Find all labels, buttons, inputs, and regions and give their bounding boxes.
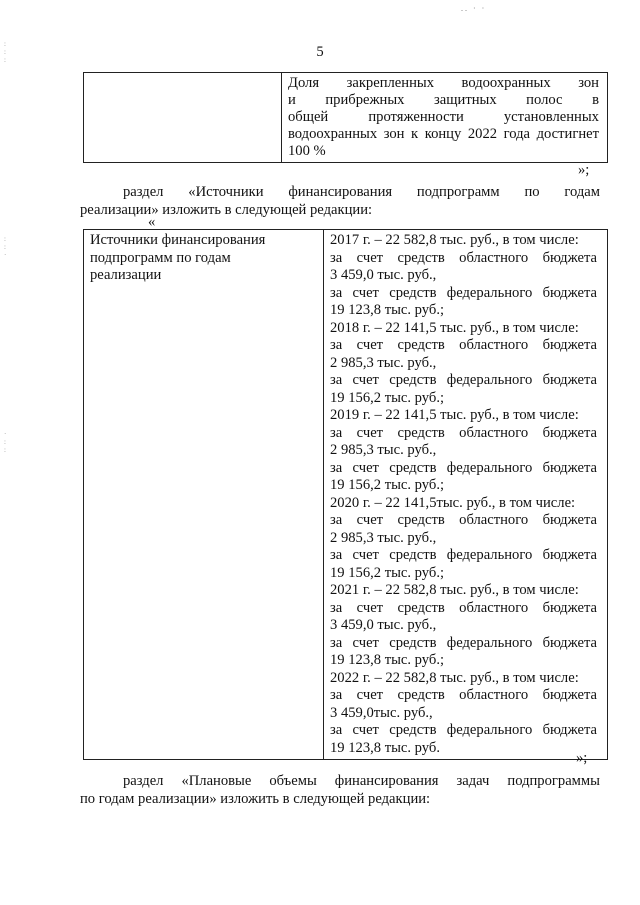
funding-amount-line: 2020 г. – 22 141,5тыс. руб., в том числе:	[330, 494, 576, 511]
funding-amount-line: 2018 г. – 22 141,5 тыс. руб., в том числе:	[330, 319, 579, 336]
word: и	[288, 92, 296, 108]
funding-amount-line: 2022 г. – 22 582,8 тыс. руб., в том числе:	[330, 669, 579, 686]
word: водоохранных зон к концу 2022 года достигнет	[288, 126, 599, 142]
funding-amount-line: 3 459,0 тыс. руб.,	[330, 267, 437, 283]
table-indicator-cell	[282, 73, 608, 163]
funding-source-line: за счет средств федерального бюджета	[330, 284, 597, 301]
funding-amount-line: 2021 г. – 22 582,8 тыс. руб., в том числе:	[330, 582, 579, 598]
values-text	[330, 232, 597, 757]
word: зон	[578, 75, 599, 91]
table-financing-sources	[83, 229, 608, 760]
word: полос	[526, 92, 563, 108]
word: закрепленных	[346, 75, 434, 91]
indicator-line	[288, 109, 599, 126]
scan-margin-marks: · : :	[4, 430, 7, 454]
funding-amount-line: 19 156,2 тыс. руб.;	[330, 564, 445, 581]
funding-source-line: за счет средств федерального бюджета	[330, 372, 597, 388]
funding-amount-line: 2017 г. – 22 582,8 тыс. руб., в том числе:	[330, 232, 579, 248]
word: прибрежных	[325, 92, 405, 108]
funding-amount-line: 3 459,0 тыс. руб.,	[330, 617, 437, 633]
funding-amount-line: 2 985,3 тыс. руб.,	[330, 354, 437, 371]
word: установленных	[503, 109, 599, 125]
label-line: Источники финансирования	[90, 232, 266, 248]
word: задач	[456, 773, 490, 789]
word: по	[524, 184, 540, 200]
funding-amount-line: 19 123,8 тыс. руб.;	[330, 652, 445, 668]
scan-artifact-dots: .. · ·	[461, 4, 487, 13]
funding-amount-line: 19 123,8 тыс. руб.;	[330, 302, 445, 318]
funding-source-line: за счет средств федерального бюджета	[330, 459, 597, 476]
paragraph-line: по годам реализации» изложить в следующей редакции:	[80, 791, 431, 807]
page-number: 5	[316, 44, 324, 60]
table-label-cell	[84, 230, 324, 760]
word: в	[592, 92, 599, 108]
word: водоохранных	[461, 75, 551, 91]
funding-source-line: за счет средств федерального бюджета	[330, 722, 597, 738]
funding-source-line: за счет средств областного бюджета	[330, 424, 597, 441]
paragraph-line	[80, 183, 600, 201]
word: объемы	[269, 773, 317, 789]
word: раздел	[123, 184, 164, 200]
word: Доля	[288, 75, 320, 91]
opening-quote: «	[148, 214, 156, 230]
word: раздел	[123, 773, 164, 789]
word: годам	[564, 184, 600, 200]
funding-amount-line: 19 123,8 тыс. руб.	[330, 739, 440, 756]
paragraph-line: реализации» изложить в следующей редакции:	[80, 202, 373, 218]
scan-margin-marks: : : :	[4, 40, 6, 64]
funding-amount-line: 19 156,2 тыс. руб.;	[330, 477, 445, 493]
table-empty-cell	[84, 73, 282, 163]
indicator-line	[288, 75, 599, 92]
word: подпрограмм	[416, 184, 500, 200]
funding-source-line: за счет средств федерального бюджета	[330, 547, 597, 563]
funding-amount-line: 19 156,2 тыс. руб.;	[330, 389, 445, 406]
paragraph-sources-intro	[80, 183, 600, 219]
indicator-line	[288, 92, 599, 109]
label-text	[90, 232, 317, 285]
funding-amount-line: 2 985,3 тыс. руб.,	[330, 442, 437, 458]
label-line: подпрограмм по годам	[90, 249, 231, 266]
indicator-text	[288, 75, 599, 160]
word: финансирования	[334, 773, 439, 789]
funding-amount-line: 2019 г. – 22 141,5 тыс. руб., в том числе:	[330, 407, 579, 423]
closing-quote: »;	[578, 162, 590, 178]
word: 100 %	[288, 143, 326, 159]
paragraph-line	[80, 772, 600, 790]
indicator-line	[288, 126, 599, 143]
label-line: реализации	[90, 267, 162, 283]
funding-source-line: за счет средств федерального бюджета	[330, 634, 597, 651]
word: подпрограммы	[507, 773, 600, 789]
funding-amount-line: 2 985,3 тыс. руб.,	[330, 529, 437, 546]
closing-quote: »;	[576, 750, 588, 766]
indicator-line	[288, 143, 599, 160]
funding-amount-line: 3 459,0тыс. руб.,	[330, 704, 433, 721]
funding-source-line: за счет средств областного бюджета	[330, 249, 597, 266]
word: «Плановые	[181, 773, 252, 789]
funding-source-line: за счет средств областного бюджета	[330, 599, 597, 616]
funding-source-line: за счет средств областного бюджета	[330, 512, 597, 528]
word: защитных	[434, 92, 497, 108]
word: «Источники	[188, 184, 264, 200]
word: финансирования	[288, 184, 393, 200]
word: общей	[288, 109, 329, 125]
table-values-cell	[324, 230, 608, 760]
funding-source-line: за счет средств областного бюджета	[330, 337, 597, 353]
scan-margin-marks: : : ·	[4, 235, 7, 259]
funding-source-line: за счет средств областного бюджета	[330, 687, 597, 703]
paragraph-planned-volumes-intro	[80, 772, 600, 808]
word: протяженности	[368, 109, 464, 125]
table-target-indicator	[83, 72, 608, 163]
